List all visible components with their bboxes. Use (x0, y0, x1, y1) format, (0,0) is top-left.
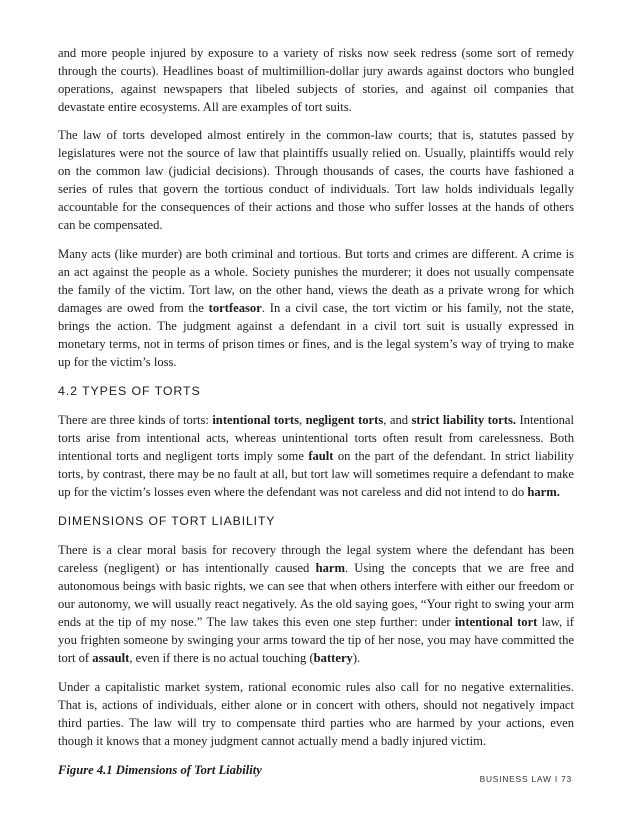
paragraph-common-law: The law of torts developed almost entirely in the common-law courts; that is, statutes passed by legislatures were not the source of law that plaintiffs usually relied on. Usually, plaintiffs would rely on the common law (judicial decisions). Through thousands of cases, the courts have fashioned a series of rules that govern the tortious conduct of individuals. Tort law holds individuals legally accountable for the consequences of their actions and those who suffer losses at the hands of others can be compensated. (58, 128, 574, 232)
term-intentional-torts: intentional torts (212, 413, 300, 427)
text-run: . In a civil case, the tort victim or his family, not the state, brings the action. The judgment against a defendant in a civil tort suit is usually expressed in monetary terms, not in terms of prison times or fines, and is the legal system’s way of trying to make up for the victim’s loss. (58, 301, 574, 369)
term-assault: assault (92, 651, 130, 665)
subsection-heading: DIMENSIONS OF TORT LIABILITY (58, 514, 276, 528)
term-harm: harm. (527, 485, 560, 499)
page-footer: BUSINESS LAW I 73 (479, 774, 572, 784)
page-content (58, 44, 574, 779)
term-battery: battery (313, 651, 353, 665)
text-run: Intentional torts arise from intentional acts, whereas unintentional torts often result from carelessness. Both intentional torts and negligent torts imply some (58, 413, 575, 463)
paragraph-market-system: Under a capitalistic market system, rational economic rules also call for no negative externalities. That is, actions of individuals, either alone or in concert with others, should not negatively impact third parties. The law will try to compensate third parties who are harmed by your actions, even though it knows that a money judgment cannot actually mend a badly injured victim. (58, 680, 574, 748)
section-heading: 4.2 TYPES OF TORTS (58, 384, 201, 398)
paragraph-moral-basis (58, 541, 574, 667)
term-tortfeasor: tortfeasor (208, 301, 262, 315)
text-run: There is a clear moral basis for recovery through the legal system where the defendant has been careless (negligent) or has intentionally caused (58, 543, 574, 575)
term-intentional-tort: intentional tort (454, 615, 538, 629)
paragraph-types-of-torts (58, 411, 574, 501)
text-run: . Using the concepts that we are free and autonomous beings with basic rights, we can see that when others interfere with either our freedom or our autonomy, we will usually react negatively. As the old saying goes, “Your right to swing your arm ends at the tip of my nose.” The law takes this even one step further: under (58, 561, 574, 629)
figure-caption: Figure 4.1 Dimensions of Tort Liability (58, 763, 262, 777)
paragraph-intro: and more people injured by exposure to a variety of risks now seek redress (some sort of remedy through the courts). Headlines boast of multimillion-dollar jury awards against doctors who bungled operations, against newspapers that libeled subjects of stories, and against oil companies that devastate entire ecosystems. All are examples of tort suits. (58, 46, 574, 114)
text-run: There are three kinds of torts: (58, 413, 213, 427)
text-run: , and (383, 413, 412, 427)
term-negligent-torts: negligent torts (305, 413, 384, 427)
term-harm: harm (315, 561, 345, 575)
text-run: Many acts (like murder) are both criminal and tortious. But torts and crimes are different. A crime is an act against the people as a whole. Society punishes the murderer; it does not usually compensate the family of the victim. Tort law, on the other hand, views the death as a private wrong for which damages are owed from the (58, 247, 574, 315)
term-fault: fault (308, 449, 334, 463)
text-run: , (299, 413, 306, 427)
text-run: ). (352, 651, 361, 665)
text-run: , even if there is no actual touching ( (129, 651, 314, 665)
term-strict-liability-torts: strict liability torts. (411, 413, 516, 427)
text-run: on the part of the defendant. In strict liability torts, by contrast, there may be no fault at all, but tort law will sometimes require a defendant to make up for the victim’s losses even where the defendant was not careless and did not intend to do (58, 449, 574, 499)
text-run: law, if you frighten someone by swinging your arms toward the tip of her nose, you may have committed the tort of (58, 615, 574, 665)
paragraph-crimes-vs-torts (58, 245, 574, 371)
